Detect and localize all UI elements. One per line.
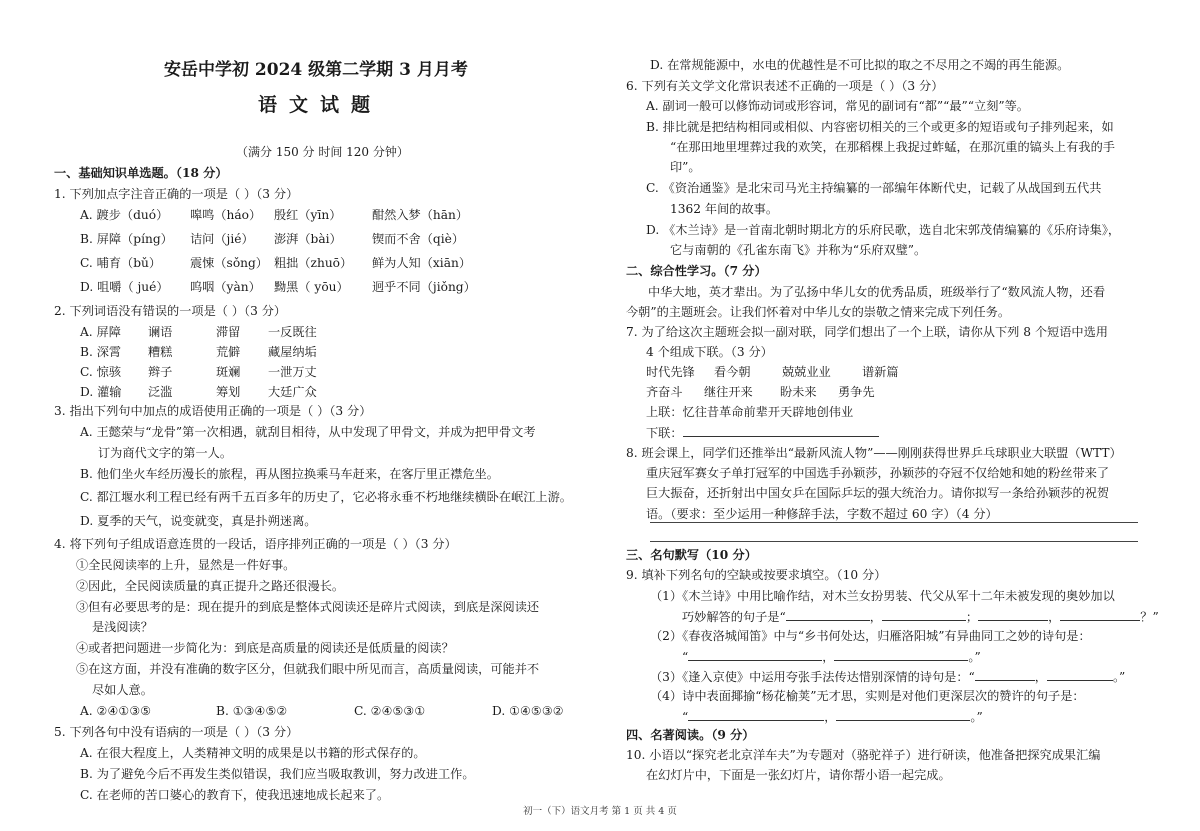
question-10-line2: 在幻灯片中，下面是一张幻灯片，请你帮小语一起完成。 (646, 768, 951, 782)
q7-phrases-row1: 时代先锋 看今朝 兢兢业业 谱新篇 (646, 365, 899, 379)
q9-item-1-line1: （1）《木兰诗》中用比喻作结，对木兰女扮男装、代父从军十二年未被发现的奥妙加以 (650, 589, 1115, 603)
q8-answer-line-2[interactable] (650, 541, 1138, 542)
q4-sentence-5-line1: ⑤在这方面，并没有准确的数字区分，但就我们眼中所见而言，高质量阅读，可能并不 (76, 662, 540, 676)
q2-option-c: C. 惊骇 辫子 斑斓 一泄万丈 (80, 365, 317, 379)
question-7-line2: 4 个组成下联。（3 分） (646, 345, 773, 359)
section-2-intro-line1: 中华大地，英才辈出。为了弘扬中华儿女的优秀品质，班级举行了“数风流人物，还看 (648, 285, 1106, 299)
page-footer: 初一（下）语文月考 第 1 页 共 4 页 (523, 806, 677, 817)
q2-option-d: D. 灌输 泛滥 筹划 大廷广众 (80, 385, 317, 399)
q6-option-b-line2: “在那田地里埋葬过我的欢笑，在那稻棵上我捉过蚱蜢，在那沉重的镐头上有我的手 (670, 140, 1115, 154)
question-5: 5. 下列各句中没有语病的一项是（ ）（3 分） (54, 725, 299, 739)
q1-option-d: D. 咀嚼（ jué） 呜咽（yàn） 黝黑（ yōu） 迥乎不同（jiǒng） (80, 280, 476, 294)
question-7-line1: 7. 为了给这次主题班会拟一副对联，同学们想出了一个上联，请你从下列 8 个短语中选用 (626, 325, 1108, 339)
q9-item-4-line2: “ ， 。” (682, 710, 983, 724)
q4-sentence-2: ②因此，全民阅读质量的真正提升之路还很漫长。 (76, 579, 345, 593)
q1-option-c: C. 哺育（bǔ） 震悚（sǒng） 粗拙（zhuō） 鲜为人知（xiān） (80, 256, 472, 270)
q7-upper-couplet: 上联：忆往昔革命前辈开天辟地创伟业 (646, 405, 854, 419)
q6-option-d-line2: 它与南朝的《孔雀东南飞》并称为“乐府双璧”。 (670, 243, 927, 257)
q2-option-b: B. 深霄 糟糕 荒僻 藏屋纳垢 (80, 345, 317, 359)
q6-option-a: A. 副词一般可以修饰动词或形容词，常见的副词有“都”“最”“立刻”等。 (646, 99, 1029, 113)
question-8-line2: 重庆冠军赛女子单打冠军的中国选手孙颖莎，孙颖莎的夺冠不仅给她和她的粉丝带来了 (646, 466, 1110, 480)
question-1: 1. 下列加点字注音正确的一项是（ ）（3 分） (54, 187, 299, 201)
section-4-heading: 四、名著阅读。（9 分） (626, 728, 755, 742)
q6-option-b-line1: B. 排比就是把结构相同或相似、内容密切相关的三个或更多的短语或句子排列起来，如 (646, 120, 1114, 134)
q2-option-a: A. 屏障 谰语 滞留 一反既往 (80, 325, 317, 339)
q9-item-2-line1: （2）《春夜洛城闻笛》中与“乡书何处达，归雁洛阳城”有异曲同工之妙的诗句是： (650, 629, 1091, 643)
question-8-line1: 8. 班会课上，同学们还推举出“最新风流人物”——刚刚获得世界乒乓球职业大联盟（WTT） (626, 446, 1122, 460)
q6-option-d-line1: D. 《木兰诗》是一首南北朝时期北方的乐府民歌，选自北宋郭茂倩编纂的《乐府诗集》， (646, 223, 1121, 237)
q9-item-4-line1: （4）诗中表面揶揄“杨花榆荚”无才思，实则是对他们更深层次的赞许的句子是： (650, 689, 1085, 703)
q3-option-b: B. 他们坐火车经历漫长的旅程，再从图拉换乘马车赶来，在客厅里正襟危坐。 (80, 467, 499, 481)
q7-lower-couplet: 下联： (646, 425, 879, 441)
question-9: 9. 填补下列名句的空缺或按要求填空。（10 分） (626, 568, 887, 582)
exam-meta: （满分 150 分 时间 120 分钟） (236, 145, 409, 159)
question-4: 4. 将下列句子组成语意连贯的一段话，语序排列正确的一项是（ ）（3 分） (54, 537, 457, 551)
q4-sentence-1: ①全民阅读率的上升，显然是一件好事。 (76, 558, 296, 572)
q6-option-b-line3: 印”。 (670, 160, 701, 174)
question-2: 2. 下列词语没有错误的一项是（ ）（3 分） (54, 304, 287, 318)
q9-item-3: （3）《逢入京使》中运用夸张手法传达惜别深情的诗句是：“ ， 。” (650, 670, 1126, 684)
section-2-heading: 二、综合性学习。（7 分） (626, 264, 767, 278)
q9-item-2-line2: “ ， 。” (682, 650, 981, 664)
q5-option-b: B. 为了避免今后不再发生类似错误，我们应当吸取教训，努力改进工作。 (80, 767, 475, 781)
q5-option-a: A. 在很大程度上，人类精神文明的成果是以书籍的形式保存的。 (80, 746, 426, 760)
exam-title: 安岳中学初 2024 级第二学期 3 月月考 (164, 60, 468, 80)
q3-option-c: C. 都江堰水利工程已经有两千五百多年的历史了，它必将永垂不朽地继续横卧在岷江上游。 (80, 490, 572, 504)
q4-sentence-3-line1: ③但有必要思考的是：现在提升的到底是整体式阅读还是碎片式阅读，到底是深阅读还 (76, 600, 540, 614)
question-8-line4: 语。（要求：至少运用一种修辞手法，字数不超过 60 字）（4 分） (646, 507, 998, 521)
q4-sentence-4: ④或者把问题进一步简化为：到底是高质量的阅读还是低质量的阅读？ (76, 641, 454, 655)
q3-option-d: D. 夏季的天气，说变就变，真是扑朔迷离。 (80, 514, 317, 528)
q3-option-a-line2: 订为商代文字的第一人。 (98, 446, 233, 460)
q3-option-a-line1: A. 王懿荣与“龙骨”第一次相遇，就刮目相待，从中发现了甲骨文，并成为把甲骨文考 (80, 425, 536, 439)
exam-subtitle: 语文试题 (258, 94, 383, 116)
q5-option-c: C. 在老师的苦口婆心的教育下，使我迅速地成长起来了。 (80, 788, 390, 802)
question-10-line1: 10. 小语以“探究老北京洋车夫”为专题对（骆驼祥子）进行研读，他准备把探究成果汇编 (626, 748, 1101, 762)
q1-option-b: B. 屏障（píng） 诘问（jié） 澎湃（bài） 锲而不舍（qiè） (80, 232, 465, 246)
q5-option-d: D. 在常规能源中，水电的优越性是不可比拟的取之不尽用之不竭的再生能源。 (650, 58, 1070, 72)
q8-answer-line-1[interactable] (650, 522, 1138, 523)
question-8-line3: 巨大振奋，还折射出中国女乒在国际乒坛的强大统治力。请你拟写一条给孙颖莎的祝贺 (646, 486, 1110, 500)
section-2-intro-line2: 今朝”的主题班会。让我们怀着对中华儿女的崇敬之情来完成下列任务。 (626, 305, 1011, 319)
section-3-heading: 三、名句默写（10 分） (626, 548, 757, 562)
q4-options: A. ②④①③⑤ B. ①③④⑤② C. ②④⑤③① D. ①④⑤③② (80, 704, 564, 718)
q6-option-c-line1: C. 《资治通鉴》是北宋司马光主持编纂的一部编年体断代史，记载了从战国到五代共 (646, 181, 1102, 195)
q7-phrases-row2: 齐奋斗 继往开来 盼未来 勇争先 (646, 385, 875, 399)
q4-sentence-5-line2: 尽如人意。 (92, 683, 153, 697)
q1-option-a: A. 踱步（duó） 嗥鸣（háo） 殷红（yīn） 酣然入梦（hān） (80, 208, 469, 222)
q9-item-1-line2: 巧妙解答的句子是“ ， ； ， ？” (682, 610, 1159, 624)
section-1-heading: 一、基础知识单选题。（18 分） (54, 166, 228, 180)
q7-answer-blank[interactable] (683, 425, 879, 437)
question-3: 3. 指出下列句中加点的成语使用正确的一项是（ ）（3 分） (54, 404, 372, 418)
question-6: 6. 下列有关文学文化常识表述不正确的一项是（ ）（3 分） (626, 79, 944, 93)
q6-option-c-line2: 1362 年间的故事。 (670, 202, 779, 216)
q4-sentence-3-line2: 是浅阅读？ (92, 620, 153, 634)
